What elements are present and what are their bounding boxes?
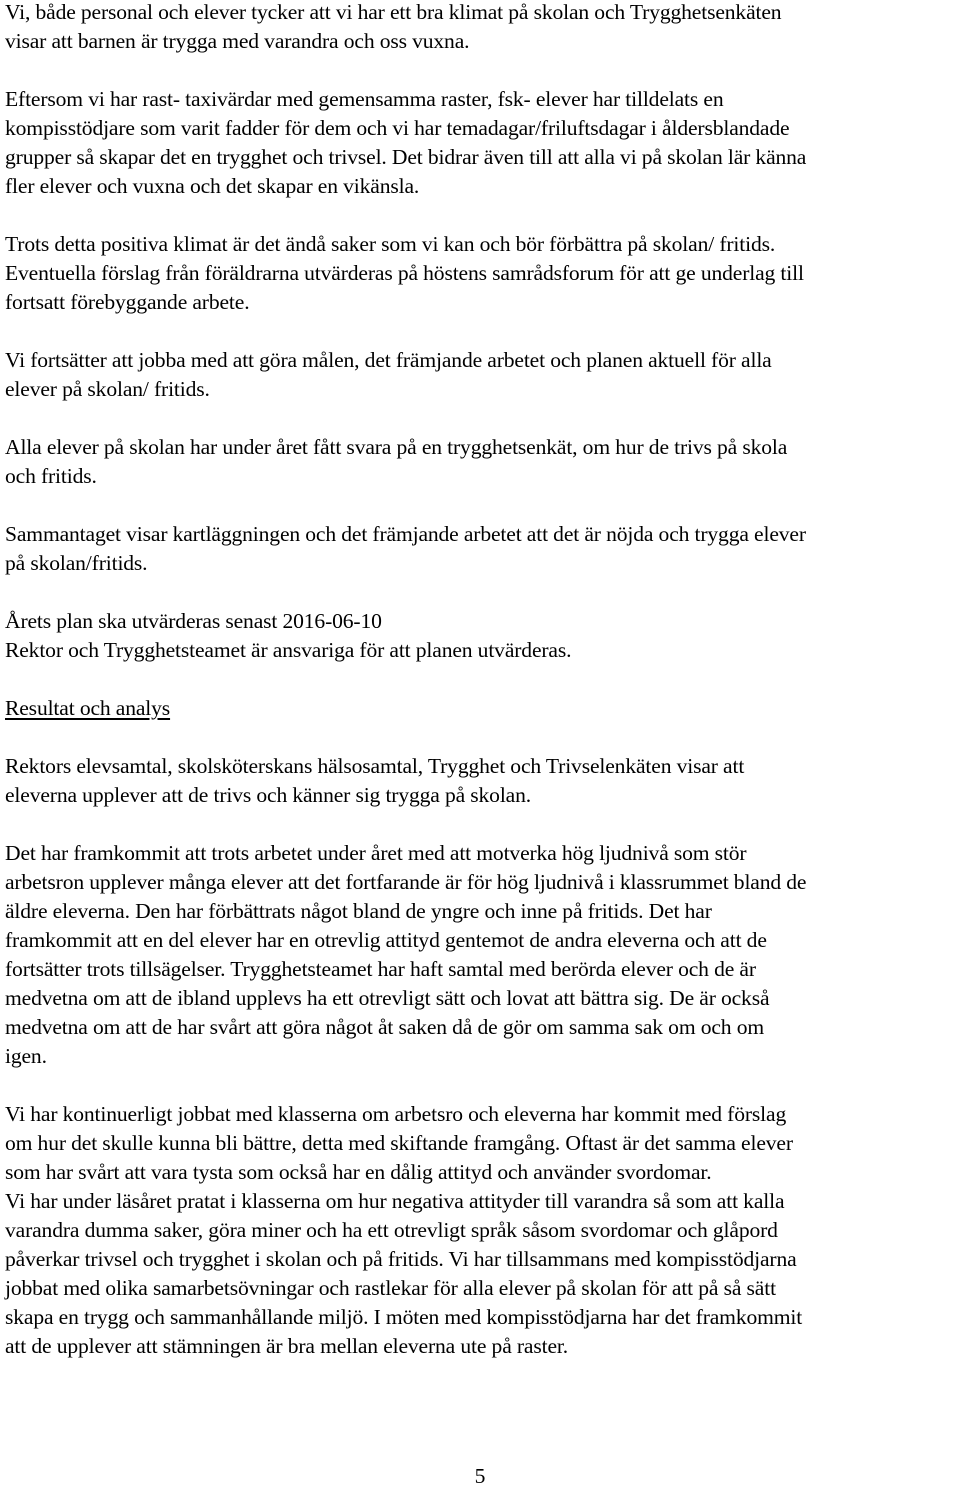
text-line: framkommit att en del elever har en otrevlig attityd gentemot de andra eleverna och att de [5, 928, 767, 952]
text-line: äldre eleverna. Den har förbättrats något bland de yngre och inne på fritids. Det har [5, 899, 712, 923]
text-line: och fritids. [5, 464, 97, 488]
text-line: eleverna upplever att de trivs och känner sig trygga på skolan. [5, 783, 532, 807]
text-line: på skolan/fritids. [5, 551, 148, 575]
text-line: igen. [5, 1044, 47, 1068]
paragraph-work-environment [5, 1100, 960, 1187]
text-line: jobbat med olika samarbetsövningar och rastlekar för alla elever på skolan för att på så sätt [5, 1276, 776, 1300]
text-line: Det har framkommit att trots arbetet under året med att motverka hög ljudnivå som stör [5, 841, 747, 865]
paragraph-improvements [5, 230, 960, 317]
text-line: Vi har under läsåret pratat i klasserna om hur negativa attityder till varandra så som att kalla [5, 1189, 785, 1213]
page-number: 5 [474, 1464, 486, 1488]
section-heading-results [5, 694, 960, 723]
text-line: medvetna om att de ibland upplevs ha ett otrevligt sätt och lovat att bättra sig. De är också [5, 986, 770, 1010]
text-line: medvetna om att de har svårt att göra något åt saken då de gör om samma sak om och om [5, 1015, 764, 1039]
text-line: Eftersom vi har rast- taxivärdar med gemensamma raster, fsk- elever har tilldelats en [5, 87, 724, 111]
text-line: elever på skolan/ fritids. [5, 377, 210, 401]
text-line: varandra dumma saker, göra miner och ha ett otrevligt språk såsom svordomar och glåpord [5, 1218, 778, 1242]
paragraph-continue-work [5, 346, 960, 404]
text-line: Vi fortsätter att jobba med att göra målen, det främjande arbetet och planen aktuell för alla [5, 348, 772, 372]
text-line: grupper så skapar det en trygghet och trivsel. Det bidrar även till att alla vi på skolan lär känna [5, 145, 807, 169]
text-line: kompisstödjare som varit fadder för dem och vi har temadagar/friluftsdagar i åldersblandade [5, 116, 790, 140]
paragraph-climate [5, 0, 960, 56]
paragraph-summary [5, 520, 960, 578]
text-line: att de upplever att stämningen är bra mellan eleverna ute på raster. [5, 1334, 568, 1358]
text-line: Vi har kontinuerligt jobbat med klasserna om arbetsro och eleverna har kommit med förslag [5, 1102, 787, 1126]
text-line: om hur det skulle kunna bli bättre, detta med skiftande framgång. Oftast är det samma elever [5, 1131, 793, 1155]
section-heading: Resultat och analys [5, 696, 171, 720]
paragraph-survey [5, 433, 960, 491]
text-line: Rektor och Trygghetsteamet är ansvariga för att planen utvärderas. [5, 638, 572, 662]
text-line: arbetsron upplever många elever att det fortfarande är för hög ljudnivå i klassrummet bland de [5, 870, 807, 894]
text-line: fortsatt förebyggande arbete. [5, 290, 250, 314]
text-line: Alla elever på skolan har under året fått svara på en trygghetsenkät, om hur de trivs på skola [5, 435, 788, 459]
text-line: fortsätter trots tillsägelser. Trygghetsteamet har haft samtal med berörda elever och de är [5, 957, 756, 981]
paragraph-attitudes [5, 1187, 960, 1361]
text-line: Eventuella förslag från föräldrarna utvärderas på höstens samrådsforum för att ge underlag till [5, 261, 804, 285]
paragraph-noise-level [5, 839, 960, 1071]
paragraph-recess-hosts [5, 85, 960, 201]
text-line: visar att barnen är trygga med varandra och oss vuxna. [5, 29, 470, 53]
document-body [5, 0, 960, 1390]
text-line: Årets plan ska utvärderas senast 2016-06-10 [5, 609, 382, 633]
text-line: Trots detta positiva klimat är det ändå saker som vi kan och bör förbättra på skolan/ fritids. [5, 232, 776, 256]
text-line: Sammantaget visar kartläggningen och det främjande arbetet att det är nöjda och trygga elever [5, 522, 806, 546]
text-line: Vi, både personal och elever tycker att vi har ett bra klimat på skolan och Trygghetsenkäten [5, 0, 782, 24]
paragraph-student-talks [5, 752, 960, 810]
text-line: Rektors elevsamtal, skolsköterskans hälsosamtal, Trygghet och Trivselenkäten visar att [5, 754, 745, 778]
text-line: skapa en trygg och sammanhållande miljö. I möten med kompisstödjarna har det framkommit [5, 1305, 803, 1329]
text-line: fler elever och vuxna och det skapar en vikänsla. [5, 174, 420, 198]
text-line: påverkar trivsel och trygghet i skolan och på fritids. Vi har tillsammans med kompisstödjarna [5, 1247, 797, 1271]
paragraph-evaluation-date [5, 607, 960, 665]
text-line: som har svårt att vara tysta som också har en dålig attityd och använder svordomar. [5, 1160, 712, 1184]
